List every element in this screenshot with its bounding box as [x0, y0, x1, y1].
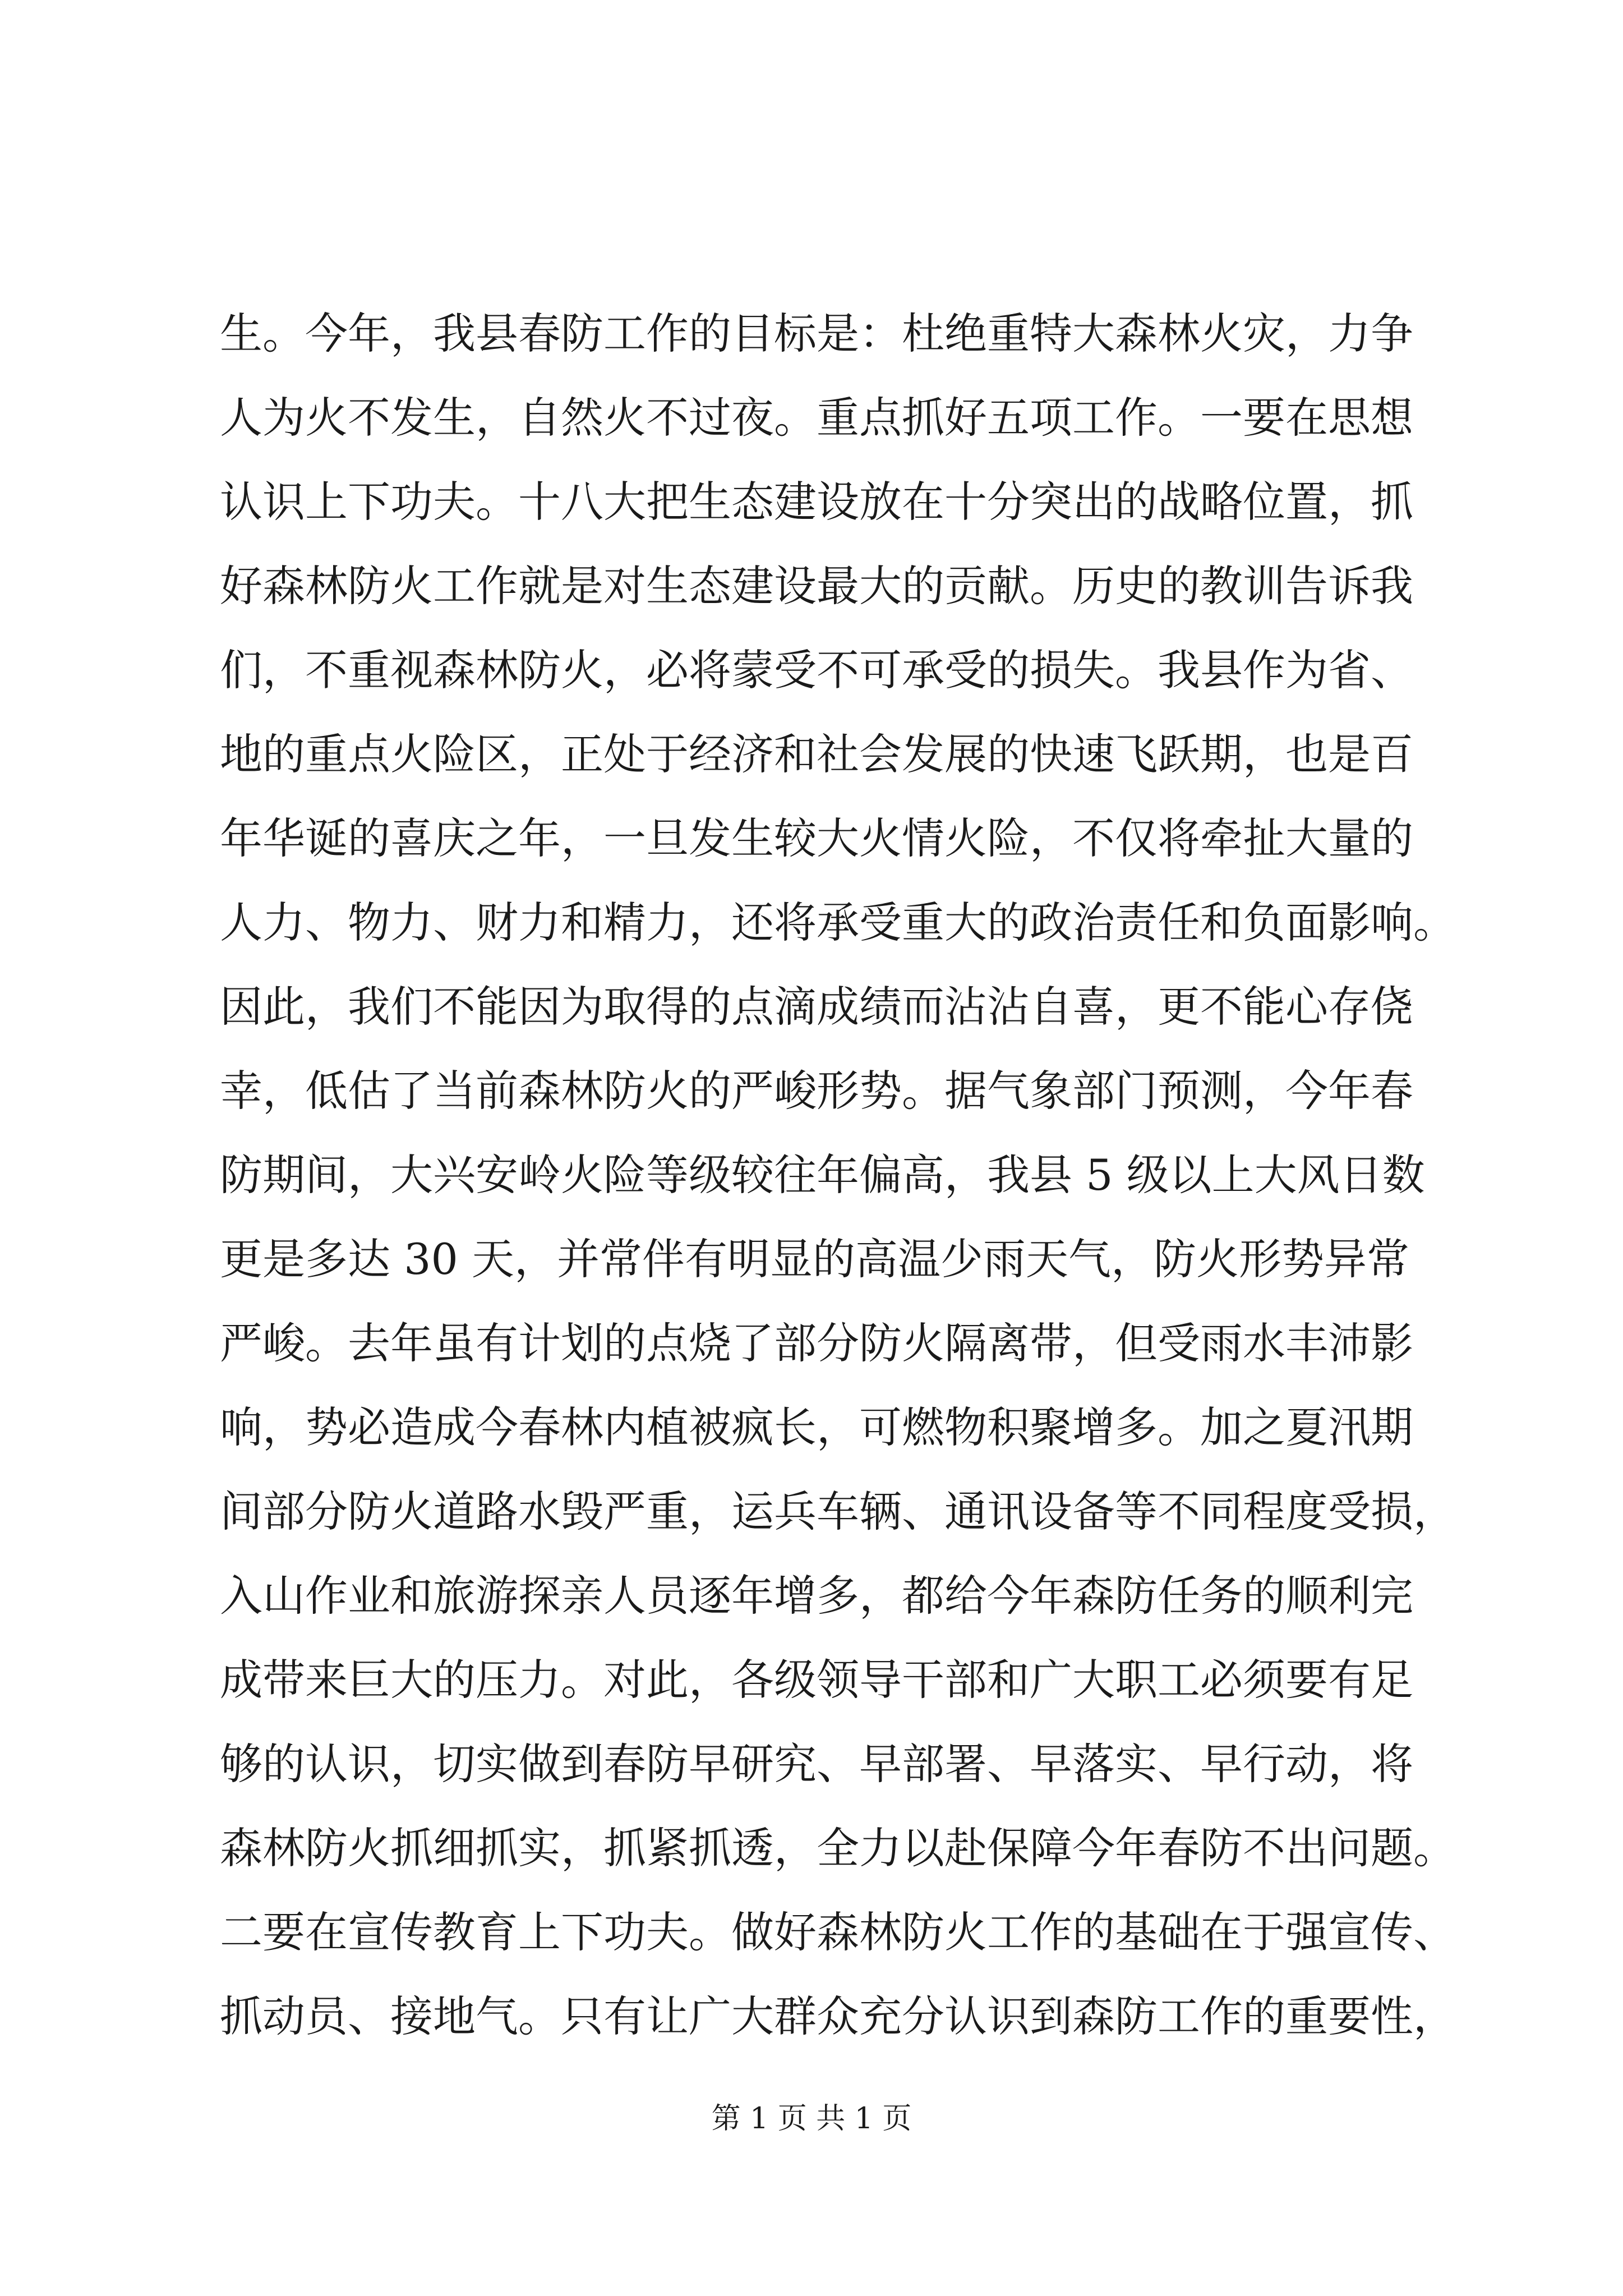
text-line: 认识上下功夫。十八大把生态建设放在十分突出的战略位置，抓	[220, 477, 1413, 527]
text-line: 人为火不发生，自然火不过夜。重点抓好五项工作。一要在思想	[220, 393, 1413, 443]
text-line: 地的重点火险区，正处于经济和社会发展的快速飞跃期，也是百	[220, 729, 1413, 779]
page-footer	[0, 2099, 1623, 2138]
text-line: 间部分防火道路水毁严重，运兵车辆、通讯设备等不同程度受损，	[220, 1487, 1456, 1536]
page-number: 第 1 页 共 1 页	[711, 2102, 912, 2136]
text-line: 幸，低估了当前森林防火的严峻形势。据气象部门预测，今年春	[220, 1066, 1413, 1116]
text-line: 更是多达 30 天，并常伴有明显的高温少雨天气，防火形势异常	[220, 1234, 1410, 1284]
text-line: 抓动员、接地气。只有让广大群众充分认识到森防工作的重要性，	[220, 1991, 1456, 2041]
text-line: 够的认识，切实做到春防早研究、早部署、早落实、早行动，将	[220, 1739, 1413, 1789]
text-line: 人力、物力、财力和精力，还将承受重大的政治责任和负面影响。	[220, 898, 1456, 947]
text-line: 防期间，大兴安岭火险等级较往年偏高，我县 5 级以上大风日数	[220, 1150, 1425, 1200]
text-line: 年华诞的喜庆之年，一旦发生较大火情火险，不仅将牵扯大量的	[220, 813, 1413, 863]
text-line: 响，势必造成今春林内植被疯长，可燃物积聚增多。加之夏汛期	[220, 1402, 1413, 1452]
body-text	[220, 292, 1456, 2059]
text-line: 们，不重视森林防火，必将蒙受不可承受的损失。我县作为省、	[220, 645, 1413, 695]
text-line: 森林防火抓细抓实，抓紧抓透，全力以赴保障今年春防不出问题。	[220, 1823, 1456, 1873]
text-line: 严峻。去年虽有计划的点烧了部分防火隔离带，但受雨水丰沛影	[220, 1318, 1413, 1368]
text-line: 生。今年，我县春防工作的目标是：杜绝重特大森林火灾，力争	[220, 309, 1413, 358]
text-line: 因此，我们不能因为取得的点滴成绩而沾沾自喜，更不能心存侥	[220, 982, 1413, 1032]
text-line: 好森林防火工作就是对生态建设最大的贡献。历史的教训告诉我	[220, 561, 1413, 611]
text-line: 二要在宣传教育上下功夫。做好森林防火工作的基础在于强宣传、	[220, 1907, 1456, 1957]
text-line: 入山作业和旅游探亲人员逐年增多，都给今年森防任务的顺利完	[220, 1571, 1413, 1621]
text-line: 成带来巨大的压力。对此，各级领导干部和广大职工必须要有足	[220, 1655, 1413, 1705]
